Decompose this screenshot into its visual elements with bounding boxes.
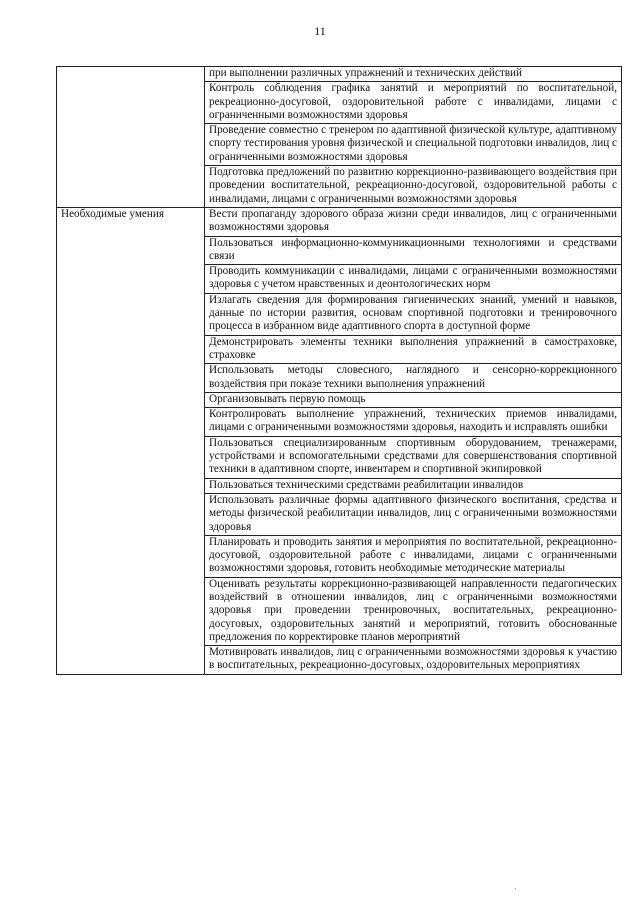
- table-cell-item: Мотивировать инвалидов, лиц с ограниченными возможностями здоровья к участию в воспитательных, рекреационно-досуговых, оздоровительных мероприятиях: [205, 646, 622, 675]
- table-cell-item: Вести пропаганду здорового образа жизни среди инвалидов, лиц с ограниченными возможностями здоровья: [205, 207, 622, 236]
- table-cell-item: при выполнении различных упражнений и технических действий: [205, 67, 622, 82]
- table-cell-item: Контролировать выполнение упражнений, технических приемов инвалидами, лицами с ограниченными возможностями здоровья, находить и исправлять ошибки: [205, 408, 622, 437]
- table-cell-item: Использовать методы словесного, наглядного и сенсорно-коррекционного воздействия при показе техники выполнения упражнений: [205, 364, 622, 393]
- table-cell-item: Использовать различные формы адаптивного физического воспитания, средства и методы физической реабилитации инвалидов, лиц с ограниченными возможностями здоровья: [205, 493, 622, 535]
- table-cell-item: Излагать сведения для формирования гигиенических знаний, умений и навыков, данные по истории развития, основам спортивной подготовки и тренировочного процесса в избранном виде адаптивного спорта в доступной форме: [205, 293, 622, 335]
- table-row: [57, 207, 622, 236]
- table-cell-item: Проводить коммуникации с инвалидами, лицами с ограниченными возможностями здоровья с учетом нравственных и деонтологических норм: [205, 265, 622, 294]
- table-row: [57, 67, 622, 82]
- table-cell-item: Оценивать результаты коррекционно-развивающей направленности педагогических воздействий в отношении инвалидов, лиц с ограниченными возможностями здоровья при проведении тренировочных, воспитательных, рекреационно-досуговых, оздоровительных занятий и мероприятий, готовить обоснованные предложения по корректировке планов мероприятий: [205, 577, 622, 645]
- table-cell-item: Проведение совместно с тренером по адаптивной физической культуре, адаптивному спорту тестирования уровня физической и специальной подготовки инвалидов, лиц с ограниченными возможностями здоровья: [205, 124, 622, 166]
- table-cell-item: Пользоваться информационно-коммуникационными технологиями и средствами связи: [205, 236, 622, 265]
- page-number: 11: [314, 24, 326, 38]
- requirements-table: [56, 66, 622, 675]
- table-cell-item: Подготовка предложений по развитию коррекционно-развивающего воздействия при проведении воспитательной, рекреационно-досуговой, оздоровительной работы с инвалидами, лицами с ограниченными возможностями здоровья: [205, 166, 622, 208]
- table-cell-item: Пользоваться техническими средствами реабилитации инвалидов: [205, 478, 622, 493]
- table-cell-item: Пользоваться специализированным спортивным оборудованием, тренажерами, устройствами и вспомогательными средствами для совершенствования спортивной техники в адаптивном спорте, инвентарем и спортивной экипировкой: [205, 436, 622, 478]
- row-group-label: Необходимые умения: [57, 207, 205, 674]
- scan-mark: ·: [514, 884, 517, 894]
- table-cell-item: Планировать и проводить занятия и мероприятия по воспитательной, рекреационно-досуговой, оздоровительной работе с инвалидами, лицами с ограниченными возможностями здоровья, готовить необходимые методические материалы: [205, 535, 622, 577]
- row-group-label: [57, 67, 205, 208]
- table-cell-item: Демонстрировать элементы техники выполнения упражнений в самостраховке, страховке: [205, 335, 622, 364]
- table-cell-item: Организовывать первую помощь: [205, 392, 622, 407]
- table-cell-item: Контроль соблюдения графика занятий и мероприятий по воспитательной, рекреационно-досуговой, оздоровительной работе с инвалидами, лицами с ограниченными возможностями здоровья: [205, 82, 622, 124]
